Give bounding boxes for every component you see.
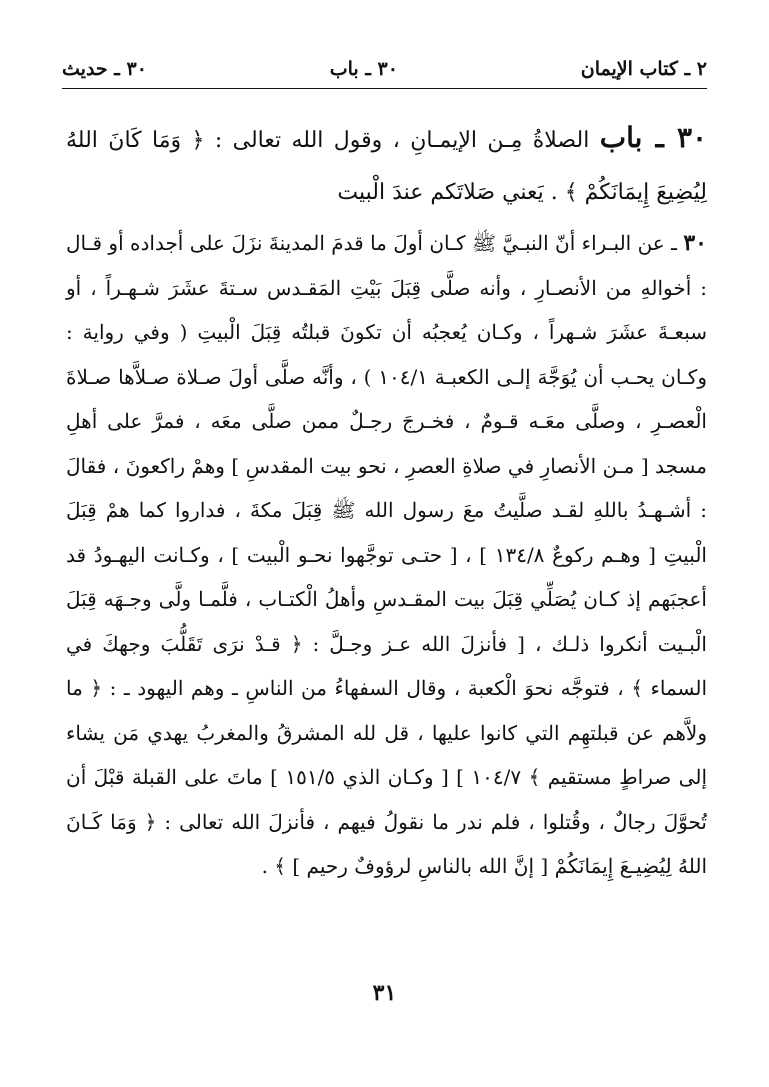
hadith-paragraph: [66, 221, 707, 889]
chapter-heading: [66, 112, 707, 219]
chapter-text: الصلاةُ مِـن الإيمـانِ ، وقول الله تعالى : ﴿ وَمَا كَانَ اللهُ لِيُضِيعَ إِيمَانَكُمْ ﴾ . يَعني صَلاتَكم عندَ الْبيت: [66, 128, 707, 205]
running-header: [62, 52, 707, 86]
page-number: ٣١: [372, 980, 397, 1006]
header-hadith: ٣٠ ـ حديث: [62, 58, 147, 80]
header-divider: [62, 88, 707, 89]
header-chapter: ٣٠ ـ باب: [329, 58, 398, 80]
hadith-number: ٣٠: [683, 230, 707, 256]
hadith-text: ـ عن البـراء أنّ النبـيَّ ﷺ كـان أولَ ما قدمَ المدينةَ نزَلَ على أجداده أو قـال : أخوالهِ من الأنصـارِ ، وأنه صلَّى قِبَلَ بَيْتِ المَقـدس سـتةَ عشَرَ شـهـراً ، أو سبعـةَ عشَرَ شـهراً ، وكـان يُعجبُه أن تكونَ قبلتُه قِبَلَ الْبيتِ ( وفي رواية : وكـان يحـب أن يُوَجَّهَ إلـى الكعبـة ١٠٤/١ ) ، وأنَّه صلَّى أولَ صـلاة صـلاَّها صـلاةَ الْعصـرِ ، وصلَّى معَـه قـومٌ ، فخـرجَ رجـلٌ ممن صلَّى معَه ، فمرَّ على أهلِ مسجد [ مـن الأنصارِ في صلاةِ العصرِ ، نحو بيت المقدسِ ] وهمْ راكعونَ ، فقالَ : أشـهـدُ باللهِ لقـد صلَّيتُ معَ رسول الله ﷺ قِبَلَ مكةَ ، فداروا كما همْ قِبَلَ الْبيتِ [ وهـم ركوعٌ ١٣٤/٨ ] ، [ حتـى توجَّهوا نحـو الْبيت ] ، وكـانت اليهـودُ قد أعجبَهم إذ كـان يُصَلِّي قِبَلَ بيت المقـدسِ وأهلُ الْكتـاب ، فلَّمـا ولَّى وجـهَه قِبَلَ الْبـيت أنكروا ذلـك ، [ فأنزلَ الله عـز وجـلَّ : ﴿ قـدْ نرَى تَقَلُّبَ وجهكَ في السماء ﴾ ، فتوجَّه نحوَ الْكعبة ، وقال السفهاءُ من الناسِ ـ وهم اليهود ـ : ﴿ ما ولاَّهم عن قبلتهِم التي كانوا عليها ، قل لله المشرقُ والمغربُ يهدي مَن يشاء إلى صراطٍ مستقيم ﴾ ١٠٤/٧ ] [ وكـان الذي ١٥١/٥ ] ماتَ على القبلة قبْلَ أن تُحوَّلَ رجالٌ ، وقُتلوا ، فلم ندر ما نقولُ فيهم ، فأنزلَ الله تعالى : ﴿ وَمَا كَـانَ اللهُ لِيُضِيـعَ إِيمَانَكُمْ [ إنَّ الله بالناسِ لرؤوفٌ رحيم ] ﴾ .: [66, 231, 708, 878]
header-book-title: ٢ ـ كتاب الإيمان: [580, 58, 707, 80]
chapter-label: ٣٠ ـ باب: [599, 121, 708, 154]
page-body: [66, 112, 707, 889]
